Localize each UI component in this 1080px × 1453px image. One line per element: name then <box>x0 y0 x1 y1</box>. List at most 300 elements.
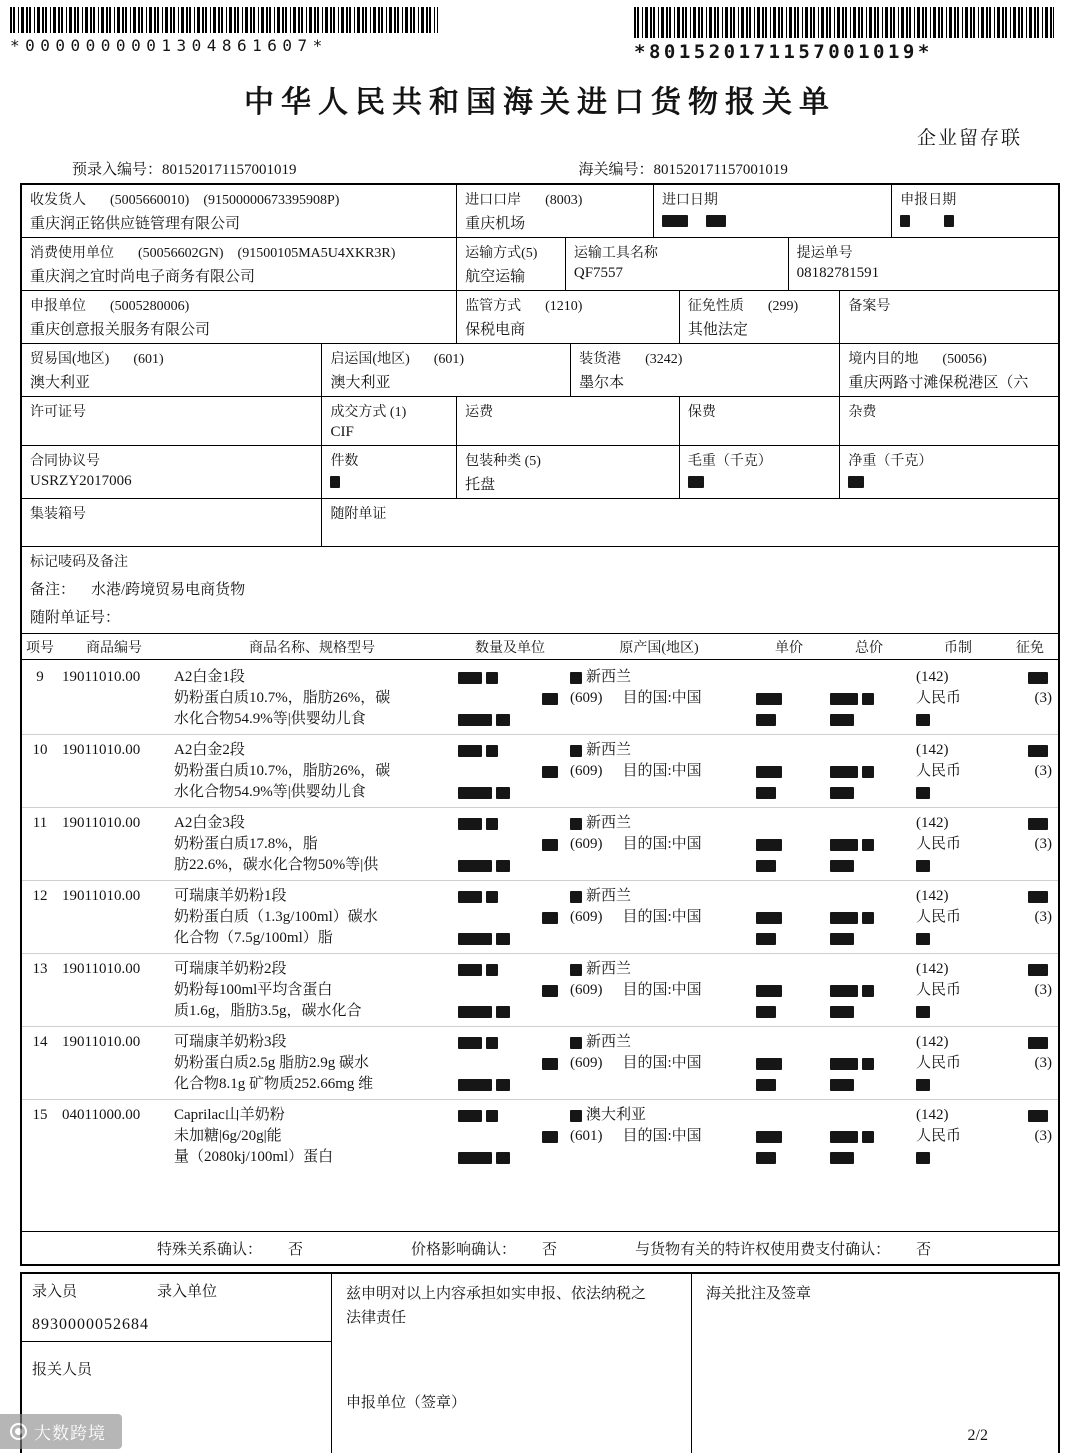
redacted-quantity <box>496 1152 510 1164</box>
item-exempt-value: (3) <box>1034 1055 1052 1071</box>
item-unit-price <box>752 667 826 730</box>
packing-label: 包装种类 (5) <box>465 454 541 469</box>
net-weight-label: 净重（千克） <box>848 454 933 469</box>
redacted-pieces <box>330 476 340 488</box>
watermark-text: 大数跨境 <box>34 1424 106 1443</box>
redacted-quantity <box>542 766 558 778</box>
barcode-right-text: *801520171157001019* <box>634 41 933 63</box>
item-origin <box>566 740 752 803</box>
redacted-unit-price <box>756 985 782 997</box>
departure-country-code: (601) <box>433 352 465 367</box>
redacted-quantity <box>458 672 482 684</box>
redacted-quantity <box>496 1079 510 1091</box>
item-origin <box>566 667 752 730</box>
bill-value: 08182781591 <box>796 265 880 281</box>
import-port-value: 重庆机场 <box>465 216 526 232</box>
barcode-left-icon <box>10 7 438 33</box>
item-destination: 目的国:中国 <box>622 1128 702 1144</box>
trade-country-value: 澳大利亚 <box>30 375 91 391</box>
redacted-total-price <box>862 912 874 924</box>
redacted-quantity <box>486 818 498 830</box>
item-currency-code: (142) <box>916 815 949 831</box>
redacted-total-price <box>830 1152 854 1164</box>
redacted-quantity <box>496 714 510 726</box>
row-countries <box>22 344 1058 397</box>
special-relation-value: 否 <box>288 1241 304 1258</box>
broker-label: 报关人员 <box>32 1362 93 1378</box>
goods-header-row <box>22 634 1058 660</box>
redacted-unit-price <box>756 1058 782 1070</box>
item-currency <box>912 1032 1004 1095</box>
declaration-numbers <box>72 158 1080 179</box>
item-exempt <box>1004 1105 1056 1168</box>
watermark-logo-icon <box>10 1423 27 1440</box>
redacted-quantity <box>486 1110 498 1122</box>
item-quantity <box>454 886 566 949</box>
redacted-quantity <box>542 985 558 997</box>
redacted-mark <box>1028 1110 1048 1122</box>
item-currency-name: 人民币 <box>916 982 962 998</box>
redacted-quantity <box>458 860 492 872</box>
item-code: 19011010.00 <box>62 669 141 685</box>
redacted-total-price <box>830 860 854 872</box>
redacted-quantity <box>458 818 482 830</box>
copy-label: 企业留存联 <box>916 128 1022 149</box>
item-spec-line: 水化合物54.9%等|供婴幼儿食 <box>174 784 366 800</box>
field-license <box>22 397 322 445</box>
field-declare-unit <box>22 291 457 343</box>
item-total-price <box>826 886 912 949</box>
redacted-total-price <box>862 766 874 778</box>
price-influence-label: 价格影响确认： <box>411 1241 517 1258</box>
consignee-label: 收发货人 <box>30 193 86 208</box>
item-no: 12 <box>32 888 48 904</box>
item-total-price <box>826 667 912 730</box>
goods-header-code: 商品编号 <box>86 640 142 656</box>
item-spec-line: 奶粉每100ml平均含蛋白 <box>174 982 333 998</box>
item-origin-code: (609) <box>570 836 603 852</box>
item-origin <box>566 1105 752 1168</box>
field-net-weight <box>840 446 1058 498</box>
item-code: 19011010.00 <box>62 1034 141 1050</box>
destination-label: 境内目的地 <box>848 352 919 367</box>
row-container <box>22 499 1058 547</box>
redacted-unit-price <box>756 912 782 924</box>
redacted-mark <box>1028 964 1048 976</box>
redacted-quantity <box>542 1058 558 1070</box>
redacted-quantity <box>486 964 498 976</box>
redacted-quantity <box>458 1079 492 1091</box>
insurance-label: 保费 <box>687 405 716 420</box>
watermark <box>0 1414 122 1449</box>
item-origin-code: (609) <box>570 763 603 779</box>
statement-line2: 法律责任 <box>346 1310 407 1326</box>
item-spec-line: 水化合物54.9%等|供婴幼儿食 <box>174 711 366 727</box>
redacted-total-price <box>862 839 874 851</box>
item-name-spec <box>170 1032 454 1095</box>
item-exempt <box>1004 667 1056 730</box>
item-currency <box>912 886 1004 949</box>
redacted-unit-price <box>756 714 776 726</box>
goods-item <box>22 662 1058 735</box>
contract-value: USRZY2017006 <box>30 473 132 489</box>
deal-terms-value: CIF <box>330 424 354 440</box>
goods-header-name: 商品名称、规格型号 <box>249 640 375 656</box>
item-quantity <box>454 813 566 876</box>
consumer-label: 消费使用单位 <box>30 246 114 261</box>
remark-label: 备注： <box>30 582 76 598</box>
item-origin-country: 新西兰 <box>586 1034 632 1050</box>
item-currency-code: (142) <box>916 1107 949 1123</box>
redacted-unit-price <box>756 787 776 799</box>
redacted-unit-price <box>756 693 782 705</box>
redacted-quantity <box>458 1006 492 1018</box>
item-currency-name: 人民币 <box>916 909 962 925</box>
goods-item <box>22 808 1058 881</box>
item-code: 19011010.00 <box>62 888 141 904</box>
transport-mode-value: 航空运输 <box>465 269 526 285</box>
item-destination: 目的国:中国 <box>622 763 702 779</box>
goods-header-qty: 数量及单位 <box>475 640 545 656</box>
departure-country-label: 启运国(地区) <box>330 352 410 367</box>
trade-country-code: (601) <box>133 352 164 367</box>
redacted-quantity <box>458 1037 482 1049</box>
declare-unit-label: 申报单位 <box>30 299 86 314</box>
bill-label: 提运单号 <box>796 246 853 261</box>
exempt-nature-label: 征免性质 <box>687 299 744 314</box>
item-name-spec <box>170 1105 454 1168</box>
redacted-total-price <box>830 1058 858 1070</box>
item-spec-line: 化合物8.1g 矿物质252.66mg 维 <box>174 1076 374 1092</box>
row-contract <box>22 446 1058 499</box>
redacted-import-date <box>706 215 726 227</box>
item-name: A2白金2段 <box>174 742 245 758</box>
goods-header-no: 项号 <box>26 640 54 656</box>
field-consignee <box>22 185 457 237</box>
transport-name-value: QF7557 <box>573 265 624 281</box>
item-name: Caprilac山羊奶粉 <box>174 1107 285 1123</box>
redacted-total-price <box>830 839 858 851</box>
misc-fee-label: 杂费 <box>848 405 877 420</box>
item-destination: 目的国:中国 <box>622 836 702 852</box>
item-origin <box>566 1032 752 1095</box>
redacted-total-price <box>830 1006 854 1018</box>
entry-unit-label: 录入单位 <box>157 1284 218 1300</box>
redacted-quantity <box>486 672 498 684</box>
redacted-quantity <box>496 787 510 799</box>
transport-name-label: 运输工具名称 <box>573 246 658 261</box>
remark-value: 水港/跨境贸易电商货物 <box>91 582 246 598</box>
pre-entry-value: 801520171157001019 <box>162 162 297 178</box>
row-consumer <box>22 238 1058 291</box>
redacted-quantity <box>496 860 510 872</box>
item-exempt-value: (3) <box>1034 763 1052 779</box>
item-code: 19011010.00 <box>62 742 141 758</box>
field-bill-number <box>789 238 1058 290</box>
redacted-unit-price <box>756 933 776 945</box>
redacted-total-price <box>830 985 858 997</box>
goods-item <box>22 1027 1058 1100</box>
field-transport-name <box>566 238 789 290</box>
barcode-left-text: *0000000001304861607* <box>10 36 328 55</box>
field-supervision <box>457 291 680 343</box>
item-spec-line: 奶粉蛋白质17.8%，脂 <box>174 836 318 852</box>
item-spec-line: 质1.6g，脂肪3.5g，碳水化合 <box>174 1003 362 1019</box>
item-name-spec <box>170 959 454 1022</box>
field-misc-fee <box>840 397 1058 445</box>
redacted-mark <box>916 714 930 726</box>
item-destination: 目的国:中国 <box>622 982 702 998</box>
attach-no-label: 随附单证号： <box>30 610 121 626</box>
item-exempt <box>1004 1032 1056 1095</box>
consumer-name: 重庆润之宜时尚电子商务有限公司 <box>30 269 256 285</box>
item-unit-price <box>752 740 826 803</box>
field-gross-weight <box>680 446 841 498</box>
item-currency <box>912 740 1004 803</box>
item-code: 19011010.00 <box>62 961 141 977</box>
redacted-quantity <box>458 745 482 757</box>
redacted-total-price <box>830 787 854 799</box>
destination-value: 重庆两路寸滩保税港区（六 <box>848 375 1029 391</box>
redacted-total-price <box>830 714 854 726</box>
license-label: 许可证号 <box>30 405 86 420</box>
item-exempt <box>1004 740 1056 803</box>
item-name: 可瑞康羊奶粉1段 <box>174 888 287 904</box>
item-unit-price <box>752 959 826 1022</box>
field-packing <box>457 446 680 498</box>
pre-entry-label: 预录入编号： <box>72 162 163 178</box>
item-name-spec <box>170 886 454 949</box>
item-currency <box>912 813 1004 876</box>
redacted-quantity <box>496 933 510 945</box>
item-spec-line: 奶粉蛋白质10.7%，脂肪26%，碳 <box>174 690 391 706</box>
item-origin-code: (609) <box>570 1055 603 1071</box>
field-container <box>22 499 322 546</box>
item-exempt <box>1004 813 1056 876</box>
barcode-bar <box>0 0 1080 63</box>
item-no: 11 <box>32 815 48 831</box>
redacted-mark <box>916 860 930 872</box>
field-marks-remarks <box>22 547 1058 633</box>
row-declare-unit <box>22 291 1058 344</box>
page-title: 中华人民共和国海关进口货物报关单 <box>244 86 836 119</box>
declare-unit-code: (5005280006) <box>110 299 190 314</box>
field-trade-country <box>22 344 322 396</box>
item-spec-line: 肪22.6%，碳水化合物50%等|供 <box>174 857 379 873</box>
price-influence-value: 否 <box>542 1241 558 1258</box>
pieces-label: 件数 <box>330 454 359 469</box>
field-pieces <box>322 446 457 498</box>
goods-header-price: 单价 <box>775 640 803 656</box>
item-name-spec <box>170 813 454 876</box>
redacted-quantity <box>458 891 482 903</box>
redacted-quantity <box>458 787 492 799</box>
row-consignee <box>22 185 1058 238</box>
import-date-label: 进口日期 <box>661 193 718 208</box>
item-no: 9 <box>36 669 44 685</box>
item-currency <box>912 959 1004 1022</box>
item-destination: 目的国:中国 <box>622 690 702 706</box>
item-spec-line: 量（2080kj/100ml）蛋白 <box>174 1149 334 1165</box>
redacted-unit-price <box>756 1079 776 1091</box>
royalty-fee-value: 否 <box>916 1241 932 1258</box>
royalty-fee-label: 与货物有关的特许权使用费支付确认： <box>635 1241 891 1258</box>
contract-label: 合同协议号 <box>30 454 100 469</box>
redacted-unit-price <box>756 766 782 778</box>
item-currency-code: (142) <box>916 669 949 685</box>
redacted-total-price <box>830 766 858 778</box>
import-port-code: (8003) <box>545 193 583 208</box>
item-origin-country: 新西兰 <box>586 669 632 685</box>
item-origin-code: (609) <box>570 909 603 925</box>
field-import-date <box>654 185 892 237</box>
item-quantity <box>454 1032 566 1095</box>
declaration-table <box>20 183 1060 1266</box>
item-unit-price <box>752 1105 826 1168</box>
redacted-quantity <box>542 839 558 851</box>
row-license <box>22 397 1058 446</box>
redacted-mark <box>916 1006 930 1018</box>
item-total-price <box>826 1032 912 1095</box>
field-attached-docs <box>322 499 1058 546</box>
item-name: A2白金1段 <box>174 669 245 685</box>
item-origin-country: 澳大利亚 <box>586 1107 647 1123</box>
item-currency-code: (142) <box>916 1034 949 1050</box>
field-record-number <box>840 291 1058 343</box>
redacted-quantity <box>458 933 492 945</box>
item-destination: 目的国:中国 <box>622 909 702 925</box>
redacted-mark <box>1028 891 1048 903</box>
item-quantity <box>454 959 566 1022</box>
goods-item <box>22 881 1058 954</box>
deal-terms-label: 成交方式 (1) <box>330 405 407 420</box>
redacted-mark <box>570 891 582 903</box>
goods-header-currency: 币制 <box>944 640 972 656</box>
item-name-spec <box>170 740 454 803</box>
redacted-mark <box>916 1152 930 1164</box>
marks-label: 标记唛码及备注 <box>30 555 128 570</box>
attached-docs-label: 随附单证 <box>330 507 387 522</box>
supervision-label: 监管方式 <box>465 299 522 314</box>
redacted-quantity <box>458 1110 482 1122</box>
item-spec-line: 化合物（7.5g/100ml）脂 <box>174 930 333 946</box>
redacted-mark <box>570 672 582 684</box>
statement-line1: 兹申明对以上内容承担如实申报、依法纳税之 <box>346 1286 647 1302</box>
redacted-declare-date <box>944 215 954 227</box>
item-quantity <box>454 667 566 730</box>
redacted-mark <box>1028 672 1048 684</box>
redacted-total-price <box>830 933 854 945</box>
barcode-left-block <box>10 7 438 55</box>
redacted-total-price <box>862 1131 874 1143</box>
field-loading-port <box>571 344 840 396</box>
customs-number-value: 801520171157001019 <box>653 162 788 178</box>
item-origin-country: 新西兰 <box>586 742 632 758</box>
field-deal-terms <box>322 397 457 445</box>
declare-unit-name: 重庆创意报关服务有限公司 <box>30 322 211 338</box>
customs-number-label: 海关编号： <box>578 162 654 178</box>
loading-port-label: 装货港 <box>579 352 622 367</box>
redacted-total-price <box>830 1131 858 1143</box>
consignee-codes: (5005660010) (91500000673395908P) <box>110 193 340 208</box>
item-exempt <box>1004 959 1056 1022</box>
redacted-quantity <box>486 1037 498 1049</box>
goods-item <box>22 954 1058 1027</box>
redacted-mark <box>916 1079 930 1091</box>
item-currency-name: 人民币 <box>916 690 962 706</box>
redacted-unit-price <box>756 860 776 872</box>
item-origin-code: (609) <box>570 690 603 706</box>
redacted-quantity <box>458 714 492 726</box>
item-spec-line: 奶粉蛋白质10.7%，脂肪26%，碳 <box>174 763 391 779</box>
item-no: 14 <box>32 1034 48 1050</box>
consignee-name: 重庆润正铭供应链管理有限公司 <box>30 216 241 232</box>
item-total-price <box>826 959 912 1022</box>
redacted-total-price <box>830 912 858 924</box>
item-total-price <box>826 813 912 876</box>
footer-statement-block <box>332 1274 692 1453</box>
item-currency-name: 人民币 <box>916 836 962 852</box>
confirmations-row <box>22 1232 1058 1264</box>
pre-entry-number <box>72 158 296 179</box>
exempt-nature-value: 其他法定 <box>687 322 748 338</box>
field-import-port <box>457 185 654 237</box>
item-currency-name: 人民币 <box>916 1055 962 1071</box>
redacted-total-price <box>862 693 874 705</box>
supervision-value: 保税电商 <box>465 322 526 338</box>
item-quantity <box>454 1105 566 1168</box>
item-name-spec <box>170 667 454 730</box>
item-origin-code: (609) <box>570 982 603 998</box>
redacted-total-price <box>862 1058 874 1070</box>
entry-clerk-label: 录入员 <box>32 1284 78 1300</box>
item-origin-country: 新西兰 <box>586 888 632 904</box>
import-port-label: 进口口岸 <box>465 193 522 208</box>
consumer-codes: (50056602GN) (91500105MA5U4XKR3R) <box>138 246 396 261</box>
redacted-gross-weight <box>688 476 704 488</box>
redacted-mark <box>916 933 930 945</box>
redacted-mark <box>1028 818 1048 830</box>
page-number: 2/2 <box>967 1427 988 1444</box>
item-no: 15 <box>32 1107 48 1123</box>
trade-country-label: 贸易国(地区) <box>30 352 110 367</box>
field-declare-date <box>892 185 1058 237</box>
item-destination: 目的国:中国 <box>622 1055 702 1071</box>
item-origin <box>566 959 752 1022</box>
goods-header-origin: 原产国(地区) <box>619 640 699 656</box>
redacted-mark <box>570 745 582 757</box>
item-quantity <box>454 740 566 803</box>
item-name: 可瑞康羊奶粉3段 <box>174 1034 287 1050</box>
redacted-total-price <box>830 693 858 705</box>
item-exempt-value: (3) <box>1034 982 1052 998</box>
item-currency-code: (142) <box>916 888 949 904</box>
item-exempt-value: (3) <box>1034 909 1052 925</box>
item-name: 可瑞康羊奶粉2段 <box>174 961 287 977</box>
barcode-right-block <box>634 7 1054 63</box>
field-transport-mode <box>457 238 566 290</box>
redacted-declare-date <box>900 215 910 227</box>
field-departure-country <box>322 344 571 396</box>
item-code: 04011000.00 <box>62 1107 141 1123</box>
redacted-mark <box>570 1110 582 1122</box>
item-currency-name: 人民币 <box>916 763 962 779</box>
field-consumer-unit <box>22 238 457 290</box>
goods-header-total: 总价 <box>855 640 883 656</box>
item-spec-line: 未加糖|6g/20g|能 <box>174 1128 282 1144</box>
redacted-unit-price <box>756 1152 776 1164</box>
container-label: 集装箱号 <box>30 507 86 522</box>
